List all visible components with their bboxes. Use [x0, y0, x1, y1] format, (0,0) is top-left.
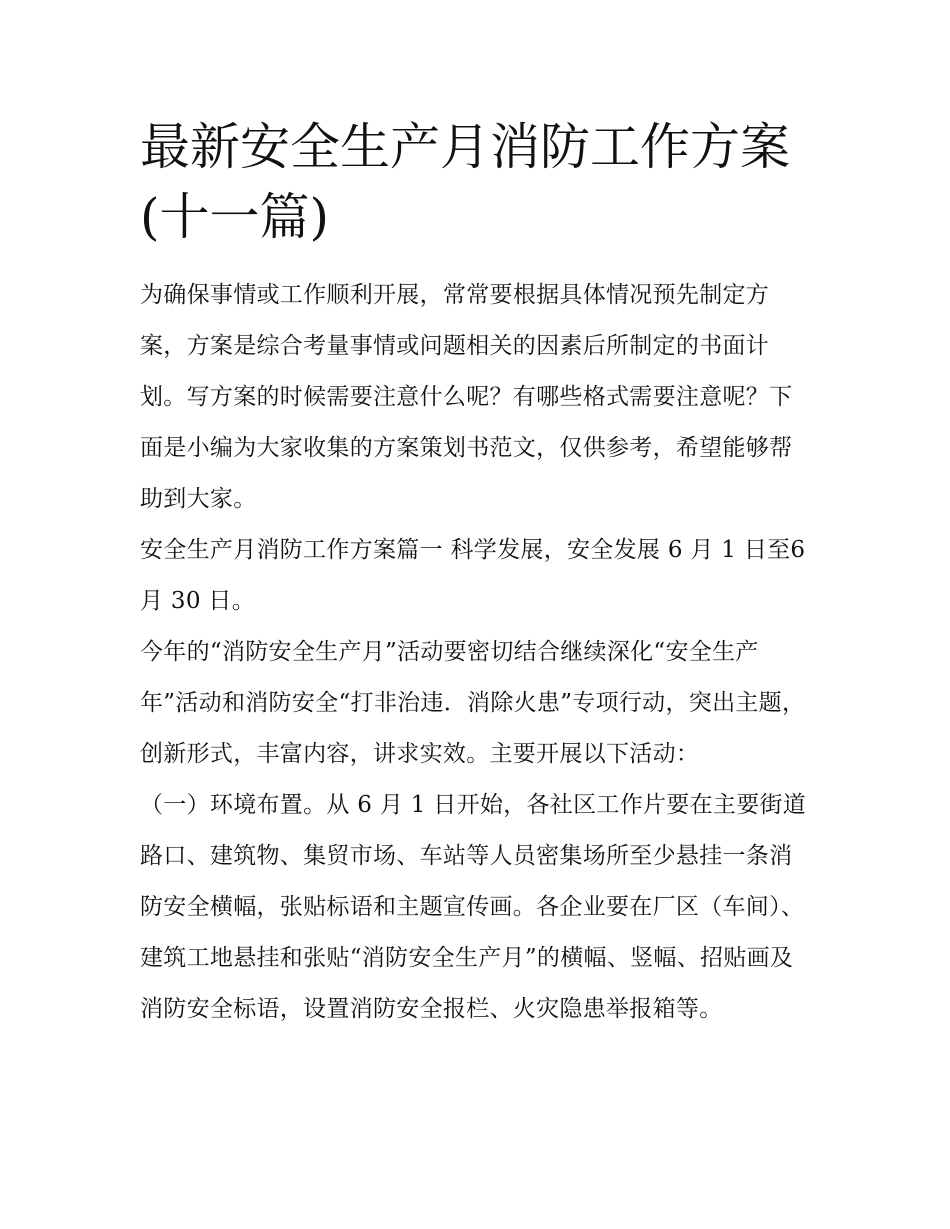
- intro-paragraph: 为确保事情或工作顺利开展，常常要根据具体情况预先制定方案，方案是综合考量事情或问题相关的因素后所制定的书面计划。写方案的时候需要注意什么呢？有哪些格式需要注意呢？下面是小编为大家收集的方案策划书范文，仅供参考，希望能够帮助到大家。: [140, 282, 793, 512]
- activity-overview-paragraph: 今年的“消防安全生产月”活动要密切结合继续深化“安全生产年”活动和消防安全“打非治违．消除火患”专项行动，突出主题，创新形式，丰富内容，讲求实效。主要开展以下活动：: [140, 639, 806, 767]
- document-title: 最新安全生产月消防工作方案(十一篇): [140, 118, 790, 246]
- environment-setup-paragraph: （一）环境布置。从 6 月 1 日开始，各社区工作片要在主要街道路口、建筑物、集贸市场、车站等人员密集场所至少悬挂一条消防安全横幅，张贴标语和主题宣传画。各企业要在厂区（车间）、建筑工地悬挂和张贴“消防安全生产月”的横幅、竖幅、招贴画及消防安全标语，设置消防安全报栏、火灾隐患举报箱等。: [140, 792, 807, 1022]
- document-body: [140, 112, 812, 1035]
- section-heading-paragraph: 安全生产月消防工作方案篇一 科学发展，安全发展 6 月 1 日至6 月 30 日。: [140, 537, 806, 614]
